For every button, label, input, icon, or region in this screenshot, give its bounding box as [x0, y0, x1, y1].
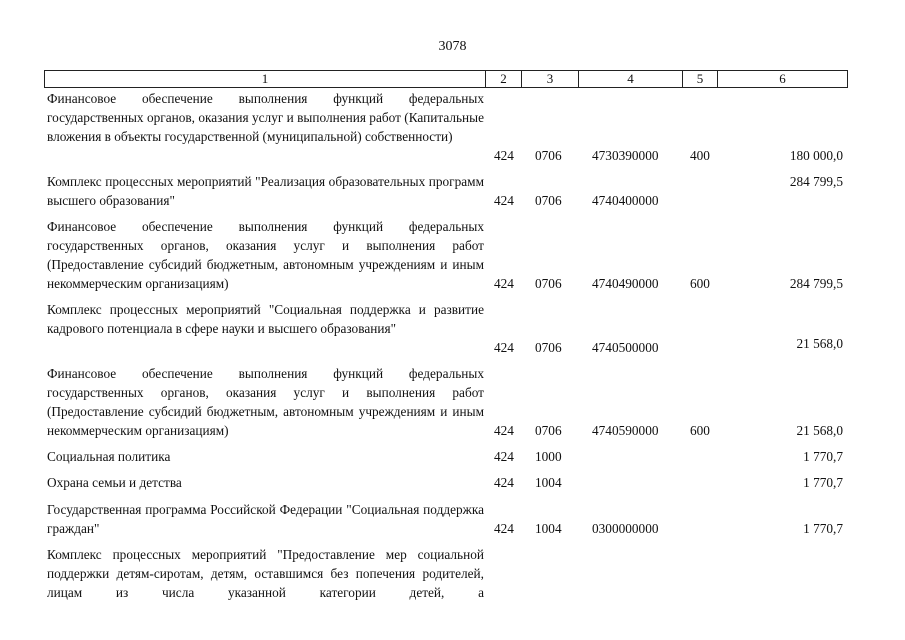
row-amount: 284 799,5	[789, 174, 843, 189]
row-ministry-code: 424	[494, 475, 514, 490]
row-description: Финансовое обеспечение выполнения функций федеральных государственных органов, оказания услуг и выполнения работ (Капитальные вложения в объекты государственной (муниципальной) собственности)	[47, 91, 484, 144]
row-section-code: 0706	[535, 423, 562, 438]
column-header-row	[45, 71, 848, 88]
row-amount: 1 770,7	[803, 521, 843, 536]
column-header-3: 3	[522, 71, 579, 88]
row-expense-type: 600	[690, 423, 710, 438]
column-header-5: 5	[683, 71, 718, 88]
row-description: Комплекс процессных мероприятий "Предоставление мер социальной поддержки детям-сиротам, детям, оставшимся без попечения родителей, лицам из числа указанной категории детей, а	[47, 547, 484, 600]
row-section-code: 0706	[535, 340, 562, 355]
row-target-code: 4740490000	[592, 276, 659, 291]
column-header-table	[44, 70, 848, 88]
row-description: Комплекс процессных мероприятий "Реализация образовательных программ высшего образования"	[47, 174, 484, 208]
table-row	[0, 300, 905, 357]
table-row	[0, 500, 905, 538]
row-amount: 284 799,5	[789, 276, 843, 291]
row-target-code: 4740400000	[592, 193, 659, 208]
row-section-code: 0706	[535, 148, 562, 163]
row-section-code: 0706	[535, 193, 562, 208]
row-description: Социальная политика	[47, 449, 171, 464]
row-description: Охрана семьи и детства	[47, 475, 182, 490]
row-amount: 180 000,0	[789, 148, 843, 163]
table-row	[0, 89, 905, 165]
row-target-code: 0300000000	[592, 521, 659, 536]
row-ministry-code: 424	[494, 521, 514, 536]
column-header-1: 1	[45, 71, 486, 88]
table-row	[0, 172, 905, 210]
row-section-code: 1004	[535, 521, 562, 536]
row-ministry-code: 424	[494, 449, 514, 464]
row-target-code: 4740590000	[592, 423, 659, 438]
table-row	[0, 473, 905, 492]
row-target-code: 4740500000	[592, 340, 659, 355]
column-header-2: 2	[486, 71, 522, 88]
row-description: Финансовое обеспечение выполнения функций федеральных государственных органов, оказания услуг и выполнения работ (Предоставление субсидий бюджетным, автономным учреждениям и иным некоммерческим организациям)	[47, 366, 484, 438]
row-ministry-code: 424	[494, 148, 514, 163]
table-row	[0, 447, 905, 466]
row-section-code: 1004	[535, 475, 562, 490]
table-row	[0, 364, 905, 440]
page-number: 3078	[438, 39, 467, 54]
budget-table-body	[0, 89, 905, 602]
table-row	[0, 217, 905, 293]
row-section-code: 1000	[535, 449, 562, 464]
row-ministry-code: 424	[494, 193, 514, 208]
row-ministry-code: 424	[494, 340, 514, 355]
row-description: Государственная программа Российской Федерации "Социальная поддержка граждан"	[47, 502, 484, 536]
row-target-code: 4730390000	[592, 148, 659, 163]
row-expense-type: 400	[690, 148, 710, 163]
column-header-6: 6	[718, 71, 848, 88]
row-amount: 1 770,7	[803, 475, 843, 490]
row-amount: 21 568,0	[796, 423, 843, 438]
row-amount: 21 568,0	[796, 336, 843, 351]
row-ministry-code: 424	[494, 423, 514, 438]
row-section-code: 0706	[535, 276, 562, 291]
row-description: Финансовое обеспечение выполнения функций федеральных государственных органов, оказания услуг и выполнения работ (Предоставление субсидий бюджетным, автономным учреждениям и иным некоммерческим организациям)	[47, 219, 484, 291]
column-header-4: 4	[579, 71, 683, 88]
row-expense-type: 600	[690, 276, 710, 291]
row-description: Комплекс процессных мероприятий "Социальная поддержка и развитие кадрового потенциала в сфере науки и высшего образования"	[47, 302, 484, 336]
row-ministry-code: 424	[494, 276, 514, 291]
table-row	[0, 545, 905, 602]
row-amount: 1 770,7	[803, 449, 843, 464]
